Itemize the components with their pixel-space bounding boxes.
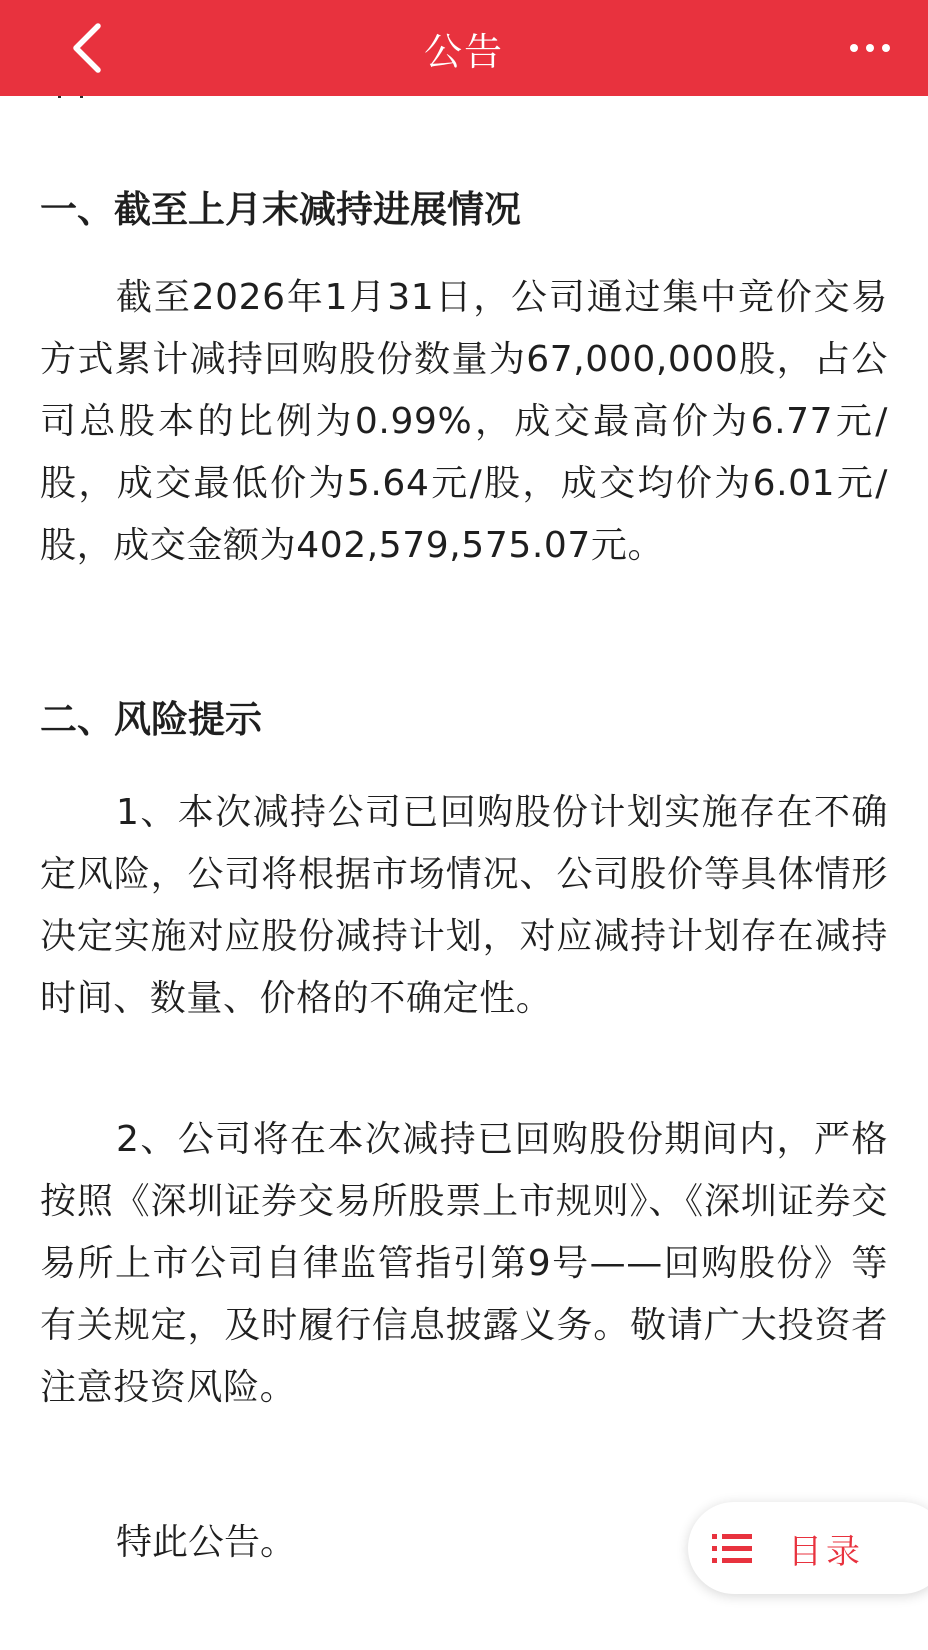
toc-label: 目录	[788, 1531, 864, 1572]
table-of-contents-button[interactable]	[688, 1502, 928, 1594]
announcement-content	[40, 96, 888, 1650]
more-dots-icon	[850, 44, 858, 52]
risk-item-2: 2、公司将在本次减持已回购股份期间内，严格按照《深圳证券交易所股票上市规则》、《深圳证券交易所上市公司自律监管指引第9号——回购股份》等有关规定，及时履行信息披露义务。敬请广大投资者注意投资风险。	[40, 1119, 888, 1408]
closing-statement: 特此公告。	[116, 1522, 297, 1563]
more-options-button[interactable]	[834, 12, 906, 84]
more-dot-3	[882, 44, 890, 52]
list-icon	[710, 1526, 754, 1570]
page-title: 公告	[423, 29, 504, 74]
clipped-text-fragment	[56, 96, 88, 100]
more-dot-2	[866, 44, 874, 52]
back-arrow-icon	[68, 20, 108, 76]
back-button[interactable]	[52, 12, 124, 84]
risk-item-1: 1、本次减持公司已回购股份计划实施存在不确定风险，公司将根据市场情况、公司股价等具体情形决定实施对应股份减持计划，对应减持计划存在减持时间、数量、价格的不确定性。	[40, 792, 888, 1019]
section-heading-risk: 二、风险提示	[40, 698, 262, 741]
top-navigation-bar	[0, 0, 928, 96]
progress-paragraph: 截至2026年1月31日，公司通过集中竞价交易方式累计减持回购股份数量为67,000,000股，占公司总股本的比例为0.99%，成交最高价为6.77元/股，成交最低价为5.64元/股，成交均价为6.01元/股，成交金额为402,579,575.07元。	[40, 277, 888, 566]
section-heading-progress: 一、截至上月末减持进展情况	[40, 188, 521, 231]
